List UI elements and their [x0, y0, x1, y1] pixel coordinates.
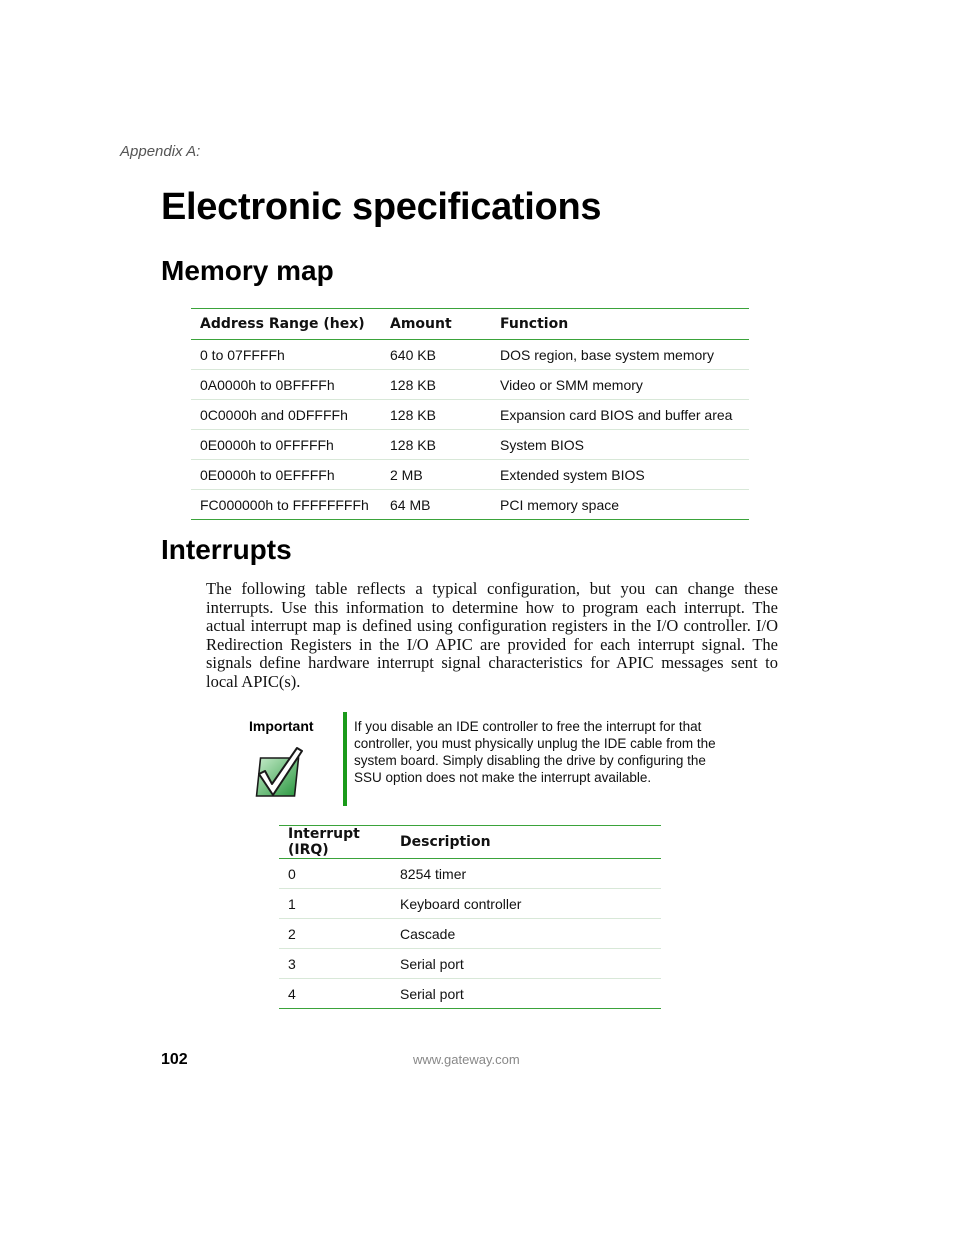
column-header: Interrupt (IRQ): [279, 826, 391, 859]
column-header: Address Range (hex): [191, 309, 381, 340]
table-row: [279, 919, 661, 949]
table-cell: Keyboard controller: [391, 889, 661, 919]
running-head: Appendix A:: [120, 143, 201, 160]
table-cell: 4: [279, 979, 391, 1009]
table-cell: DOS region, base system memory: [491, 340, 749, 370]
table-cell: Serial port: [391, 949, 661, 979]
table-cell: 8254 timer: [391, 859, 661, 889]
important-label: Important: [249, 718, 314, 734]
table-row: [279, 889, 661, 919]
table-cell: 0E0000h to 0EFFFFh: [191, 460, 381, 490]
table-row: [191, 430, 749, 460]
table-row: [191, 340, 749, 370]
table-row: [191, 400, 749, 430]
memory-map-table: [191, 308, 749, 520]
table-row: [279, 859, 661, 889]
table-cell: PCI memory space: [491, 490, 749, 520]
table-cell: 128 KB: [381, 400, 491, 430]
table-header-row: [191, 309, 749, 340]
table-row: [191, 370, 749, 400]
table-cell: 0A0000h to 0BFFFFh: [191, 370, 381, 400]
column-header: Description: [391, 826, 661, 859]
table-cell: 0 to 07FFFFh: [191, 340, 381, 370]
table-cell: Video or SMM memory: [491, 370, 749, 400]
table-cell: 1: [279, 889, 391, 919]
table-row: [191, 490, 749, 520]
table-cell: 64 MB: [381, 490, 491, 520]
table-header-row: [279, 826, 661, 859]
table-cell: FC000000h to FFFFFFFFh: [191, 490, 381, 520]
important-note: If you disable an IDE controller to free the interrupt for that controller, you must physically unplug the IDE cable from the system board. Simply disabling the drive by configuring the SSU option does not make the interrupt available.: [354, 719, 716, 785]
interrupts-heading: Interrupts: [161, 534, 292, 565]
memory-map-heading: Memory map: [161, 255, 334, 286]
table-cell: 0C0000h and 0DFFFFh: [191, 400, 381, 430]
table-cell: 2: [279, 919, 391, 949]
table-cell: 2 MB: [381, 460, 491, 490]
column-header: Function: [491, 309, 749, 340]
table-cell: System BIOS: [491, 430, 749, 460]
table-cell: 0: [279, 859, 391, 889]
table-cell: Extended system BIOS: [491, 460, 749, 490]
page-title: Electronic specifications: [161, 186, 602, 228]
table-row: [191, 460, 749, 490]
table-cell: Expansion card BIOS and buffer area: [491, 400, 749, 430]
column-header: Amount: [381, 309, 491, 340]
table-cell: 128 KB: [381, 370, 491, 400]
table-row: [279, 979, 661, 1009]
table-cell: 0E0000h to 0FFFFFh: [191, 430, 381, 460]
interrupts-table: [279, 825, 661, 1009]
table-cell: 3: [279, 949, 391, 979]
table-cell: 128 KB: [381, 430, 491, 460]
interrupts-paragraph: The following table reflects a typical configuration, but you can change these interrupts. Use this information to determine how to program each interrupt. The actual interrupt map is defined using configuration registers in the I/O controller. I/O Redirection Registers in the I/O APIC are provided for each interrupt signal. The signals define hardware interrupt signal characteristics for APIC messages sent to local APIC(s).: [206, 579, 778, 691]
important-divider: [343, 712, 347, 806]
checkmark-icon: [252, 744, 308, 800]
table-cell: Cascade: [391, 919, 661, 949]
table-row: [279, 949, 661, 979]
footer-url: www.gateway.com: [413, 1052, 520, 1067]
table-cell: 640 KB: [381, 340, 491, 370]
page-number: 102: [161, 1051, 188, 1068]
table-cell: Serial port: [391, 979, 661, 1009]
